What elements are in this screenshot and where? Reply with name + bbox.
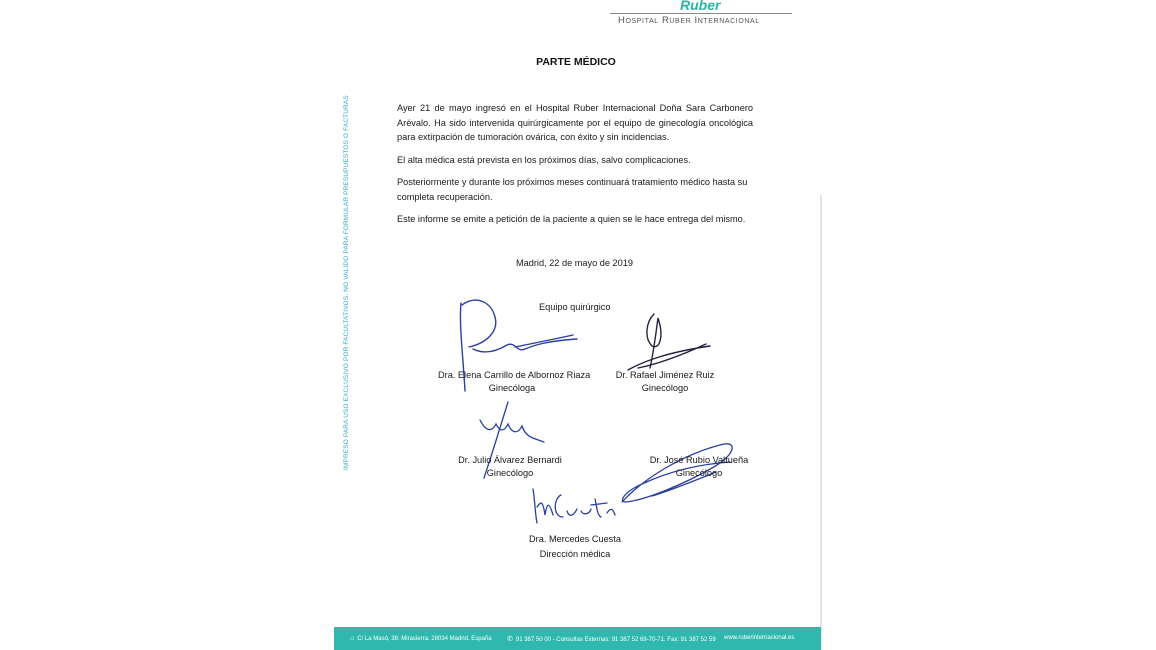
phone-icon: ✆: [507, 636, 513, 643]
signatory-alvarez: [440, 454, 580, 480]
signatory-role: Ginecólogo: [486, 468, 534, 478]
signatory-name: Dra. Mercedes Cuesta: [529, 534, 621, 544]
signatory-name: Dra. Elena Carrillo de Albornoz Riaza: [438, 370, 591, 380]
paragraph-discharge: El alta médica está prevista en los próximos días, salvo complicaciones.: [397, 155, 691, 165]
hospital-logo: [610, 0, 792, 30]
footer-phones: ✆ 91 387 50 00 - Consultas Externas: 91 387 52 69-70-71. Fax: 91 387 52 59: [507, 636, 716, 643]
logo-brand: Ruber: [680, 0, 721, 13]
footer-website[interactable]: www.ruberinternacional.es: [724, 635, 795, 641]
signatory-rubio: [626, 454, 772, 480]
paragraph-treatment: Posteriormente y durante los próximos meses continuará tratamiento médico hasta su completa recuperación.: [397, 177, 748, 202]
signatory-role: Ginecólogo: [641, 383, 689, 393]
paragraph-admission: Ayer 21 de mayo ingresó en el Hospital Ruber Internacional Doña Sara Carbonero Arévalo. Ha sido intervenida quirúrgicamente por el equipo de ginecología oncológica para extirpación de tumoración ovárica, con éxito y sin incidencias.: [397, 103, 753, 142]
signatory-role: Dirección médica: [539, 549, 611, 559]
signatory-jimenez: [602, 369, 728, 395]
signatory-carrillo: [438, 369, 591, 395]
signatory-cuesta: [515, 532, 635, 562]
signatory-name: Dr. Julio Álvarez Bernardi: [458, 455, 562, 465]
logo-hospital-name: Hospital Ruber Internacional: [618, 15, 760, 26]
signatory-role: Ginecóloga: [488, 383, 536, 393]
team-label: Equipo quirúrgico: [539, 302, 611, 312]
footer-address: ⌂ C/ La Masó, 38. Mirasierra. 28034 Madrid. España: [350, 635, 492, 642]
document-title: PARTE MÉDICO: [536, 56, 616, 68]
page-edge-divider: [820, 195, 822, 650]
signatory-name: Dr. José Rubio Valtueña: [649, 455, 749, 465]
footer-bar: [334, 627, 821, 650]
logo-divider: [610, 13, 792, 14]
paragraph-issuance: Este informe se emite a petición de la paciente a quien se le hace entrega del mismo.: [397, 214, 746, 224]
signature-cuesta: [525, 485, 620, 530]
home-icon: ⌂: [350, 635, 355, 642]
signatory-name: Dr. Rafael Jiménez Ruiz: [615, 370, 715, 380]
signatory-role: Ginecólogo: [675, 468, 723, 478]
side-note: IMPRESO PARA USO EXCLUSIVO POR FACULTATIVOS. NO VALIDO PARA FORMULAR PRESUPUESTOS O FACTURAS: [343, 95, 350, 470]
date-line: Madrid, 22 de mayo de 2019: [516, 258, 633, 268]
